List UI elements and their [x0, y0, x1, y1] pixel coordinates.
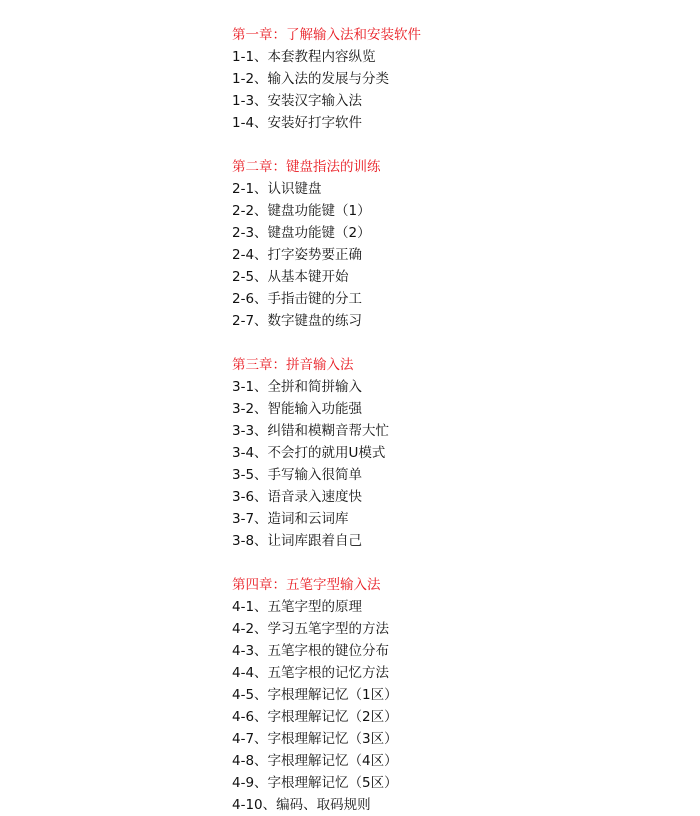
lesson-item: 4-4、五笔字根的记忆方法 — [232, 665, 390, 681]
lesson-item: 3-3、纠错和模糊音帮大忙 — [232, 423, 390, 439]
lesson-item: 3-8、让词库跟着自己 — [232, 533, 363, 549]
lesson-item: 2-3、键盘功能键（2） — [232, 225, 371, 241]
lesson-item: 1-2、输入法的发展与分类 — [232, 71, 390, 87]
lesson-item: 2-7、数字键盘的练习 — [232, 313, 363, 329]
lesson-item: 4-8、字根理解记忆（4区） — [232, 753, 398, 769]
lesson-item: 2-1、认识键盘 — [232, 181, 322, 197]
lesson-item: 4-6、字根理解记忆（2区） — [232, 709, 398, 725]
lesson-item: 4-3、五笔字根的键位分布 — [232, 643, 390, 659]
lesson-item: 3-4、不会打的就用U模式 — [232, 445, 386, 461]
lesson-item: 3-5、手写输入很简单 — [232, 467, 363, 483]
lesson-item: 3-2、智能输入功能强 — [232, 401, 363, 417]
chapter-title: 第四章：五笔字型输入法 — [232, 577, 381, 593]
lesson-item: 4-9、字根理解记忆（5区） — [232, 775, 398, 791]
lesson-item: 2-5、从基本键开始 — [232, 269, 349, 285]
chapter-title: 第二章：键盘指法的训练 — [232, 159, 381, 175]
lesson-item: 1-3、安装汉字输入法 — [232, 93, 363, 109]
lesson-item: 3-6、语音录入速度快 — [232, 489, 363, 505]
lesson-item: 3-7、造词和云词库 — [232, 511, 349, 527]
lesson-item: 4-2、学习五笔字型的方法 — [232, 621, 390, 637]
chapter-title: 第一章：了解输入法和安装软件 — [232, 27, 421, 43]
lesson-item: 1-1、本套教程内容纵览 — [232, 49, 376, 65]
lesson-item: 2-4、打字姿势要正确 — [232, 247, 363, 263]
lesson-item: 4-7、字根理解记忆（3区） — [232, 731, 398, 747]
lesson-item: 4-1、五笔字型的原理 — [232, 599, 363, 615]
table-of-contents — [232, 24, 672, 816]
lesson-item: 3-1、全拼和简拼输入 — [232, 379, 363, 395]
chapter-title: 第三章：拼音输入法 — [232, 357, 354, 373]
chapter-3 — [232, 354, 672, 552]
lesson-item: 2-6、手指击键的分工 — [232, 291, 363, 307]
lesson-item: 1-4、安装好打字软件 — [232, 115, 363, 131]
lesson-item: 2-2、键盘功能键（1） — [232, 203, 371, 219]
lesson-item: 4-10、编码、取码规则 — [232, 797, 371, 813]
chapter-4 — [232, 574, 672, 816]
lesson-item: 4-5、字根理解记忆（1区） — [232, 687, 398, 703]
chapter-2 — [232, 156, 672, 332]
chapter-1 — [232, 24, 672, 134]
